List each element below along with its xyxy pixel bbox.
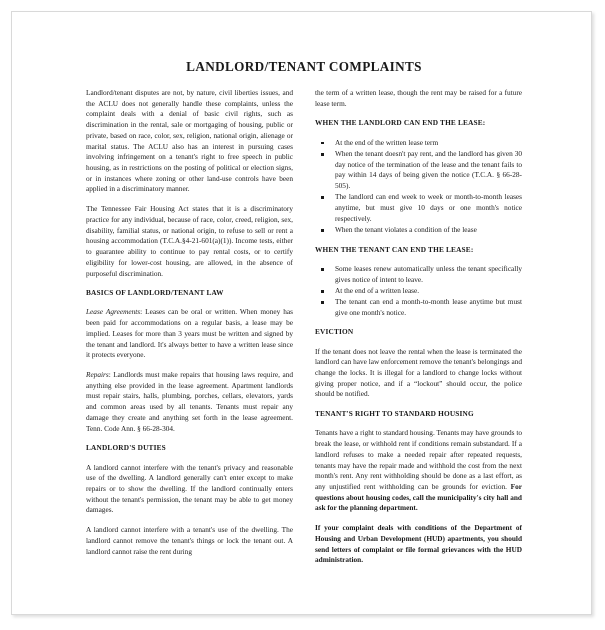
- two-column-layout: [86, 88, 522, 566]
- heading-eviction: EVICTION: [315, 327, 354, 337]
- repairs-paragraph: [86, 370, 293, 434]
- hud-complaint-paragraph: [315, 523, 522, 566]
- lease-agreements-paragraph: [86, 307, 293, 361]
- right-column: [315, 88, 522, 566]
- rent-raise-continuation-paragraph: the term of a written lease, though the rent may be raised for a future lease term.: [315, 88, 522, 108]
- page-content-area: [86, 59, 522, 566]
- list-item: When the tenant violates a condition of the lease: [315, 225, 522, 236]
- heading-tenants-right-standard-housing: TENANT'S RIGHT TO STANDARD HOUSING: [315, 409, 474, 419]
- housing-codes-contact-note: For questions about housing codes, call the municipality's city hall and ask for the planning department.: [315, 482, 522, 513]
- landlord-end-lease-list: [315, 138, 522, 236]
- fair-housing-act-paragraph: The Tennessee Fair Housing Act states that it is a discriminatory practice for any individual, because of race, color, creed, religion, sex, disability, familial status, or national origin, to refuse to sell or rent a housing accommodation (T.C.A.§4-21-601(a)(1)). Income tests, either to guarantee ability to continue to pay rental costs, or to certify eligibility for lower-cost housing, are allowed, in the absence of purposeful discrimination.: [86, 204, 293, 278]
- list-item: Some leases renew automatically unless the tenant specifically gives notice of intent to leave.: [315, 264, 522, 285]
- repairs-text: : Landlords must make repairs that housing laws require, and anything else provided in the lease agreement. Apartment landlords must repair stairs, halls, plumbing, porches, cellars, elevators, yards and common areas used by all tenants. Tenants must repair any damage they create and anything set forth in the lease agreement. Tenn. Code Ann. § 66-28-304.: [86, 370, 293, 433]
- heading-landlords-duties: LANDLORD'S DUTIES: [86, 443, 166, 453]
- lease-agreements-text: : Leases can be oral or written. When money has been paid for accommodations on a regular basis, a lease may be implied. Leases for more than 3 years must be written and signed by the tenant and landlord. It's always better to have a written lease since it protects everyone.: [86, 307, 293, 360]
- list-item: The landlord can end week to week or month-to-month leases anytime, but must give 10 days or one month's notice respectively.: [315, 192, 522, 224]
- document-page: [11, 11, 592, 615]
- list-item: When the tenant doesn't pay rent, and the landlord has given 30 day notice of the termination of the lease and the tenant fails to pay within 14 days of being given the notice (T.C.A. § 66-28-505).: [315, 149, 522, 192]
- list-item: At the end of the written lease term: [315, 138, 522, 149]
- lease-agreements-label: Lease Agreements: [86, 307, 141, 317]
- repairs-label: Repairs: [86, 370, 109, 380]
- duties-privacy-paragraph: A landlord cannot interfere with the tenant's privacy and reasonable use of the dwelling. A landlord generally can't enter except to make repairs or to show the dwelling. If the landlord continually enters without the tenant's permission, the tenant may be able to get money damages.: [86, 462, 293, 515]
- standard-housing-text: Tenants have a right to standard housing. Tenants may have grounds to break the lease, or withhold rent if conditions remain substandard. If a landlord refuses to make a needed repair after repeated requests, tenants may have the repair made and withhold the cost from the next month's rent. Any rent withholding should be done as a last effort, as any unjustified rent withholding can be grounds for eviction.: [315, 428, 522, 491]
- heading-basics-of-law: BASICS OF LANDLORD/TENANT LAW: [86, 288, 224, 298]
- heading-when-tenant-can-end-lease: WHEN THE TENANT CAN END THE LEASE:: [315, 244, 474, 254]
- standard-housing-paragraph: [315, 428, 522, 514]
- list-item: The tenant can end a month-to-month lease anytime but must give one month's notice.: [315, 297, 522, 318]
- list-item: At the end of a written lease.: [315, 286, 522, 297]
- hud-complaint-note: If your complaint deals with conditions of the Department of Housing and Urban Development (HUD) apartments, you should send letters of complaint or file formal grievances with the HUD administration.: [315, 523, 522, 565]
- page-title: LANDLORD/TENANT COMPLAINTS: [186, 59, 422, 74]
- eviction-paragraph: If the tenant does not leave the rental when the lease is terminated the landlord can have law enforcement remove the tenant's belongings and change the locks. It is illegal for a landlord to change locks without giving proper notice, and if a “lockout” should occur, the police should be notified.: [315, 346, 522, 399]
- intro-paragraph: Landlord/tenant disputes are not, by nature, civil liberties issues, and the ACLU does not generally handle these complaints, unless the complaint deals with a denial of basic civil rights, such as discrimination in the rental, sale or mortgaging of housing, public or private, based on race, color, sex, religion, national origin, alienage or marital status. The ACLU also has an interest in pursuing cases involving infringement on a tenant's right to free speech in public housing, as in restrictions on the posting of political or election signs, or in instances where zoning or other land-use controls have been applied in a discriminatory manner.: [86, 88, 293, 194]
- left-column: [86, 88, 293, 557]
- duties-interference-paragraph: A landlord cannot interfere with a tenant's use of the dwelling. The landlord cannot remove the tenant's things or lock the tenant out. A landlord cannot raise the rent during: [86, 525, 293, 556]
- heading-when-landlord-can-end-lease: WHEN THE LANDLORD CAN END THE LEASE:: [315, 118, 486, 128]
- tenant-end-lease-list: [315, 264, 522, 319]
